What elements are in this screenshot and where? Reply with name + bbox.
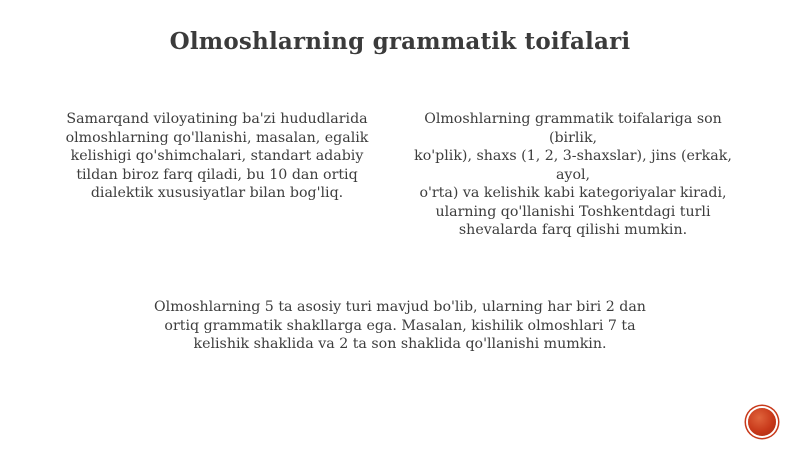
circle-button-icon[interactable] — [748, 408, 776, 436]
slide-title: Olmoshlarning grammatik toifalari — [169, 28, 631, 55]
left-text-block: Samarqand viloyatining ba'zi hududlarida olmoshlarning qo'llanishi, masalan, egalik kelishigi qo'shimchalari, standart adabiy tildan biroz farq qiladi, bu 10 dan ortiq dialektik xususiyatlar bilan bog'liq. — [65, 111, 369, 201]
bottom-text-block: Olmoshlarning 5 ta asosiy turi mavjud bo'lib, ularning har biri 2 dan ortiq grammatik shakllarga ega. Masalan, kishilik olmoshlari 7 ta kelishik shaklida va 2 ta son shaklida qo'llanishi mumkin. — [154, 299, 646, 352]
right-text-block: Olmoshlarning grammatik toifalariga son (birlik, ko'plik), shaxs (1, 2, 3-shaxslar), jins (erkak, ayol, o'rta) va kelishik kabi kategoriyalar kiradi, ularning qo'llanishi Toshkentdagi turli shevalarda farq qilishi mumkin. — [414, 111, 732, 238]
